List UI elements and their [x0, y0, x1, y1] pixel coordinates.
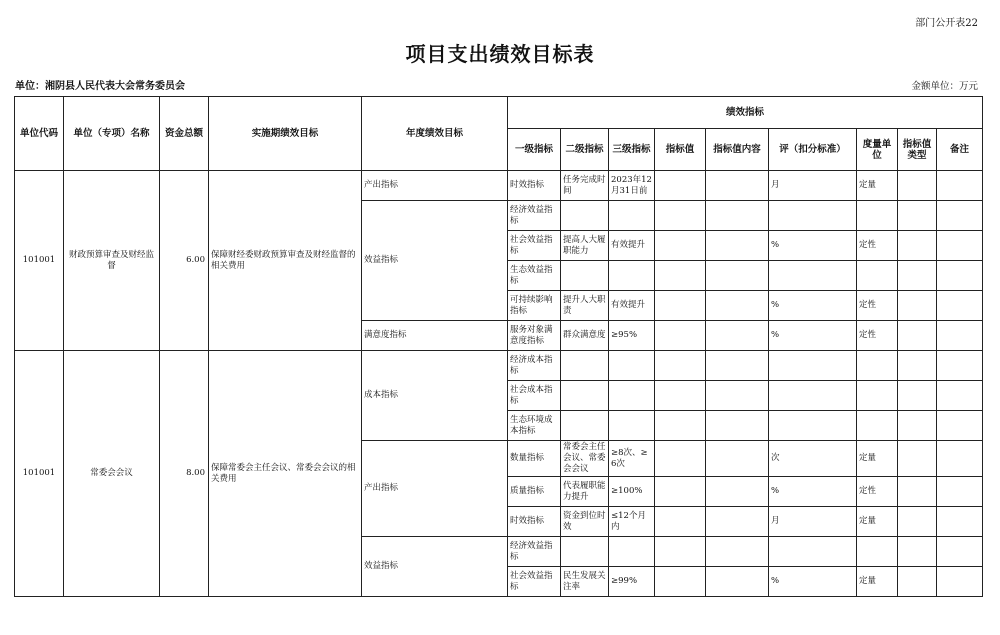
value-cell	[655, 231, 706, 261]
money-unit-label: 金额单位：万元	[911, 81, 978, 92]
indicator-type-cell	[898, 567, 937, 597]
value-content-cell	[706, 261, 769, 291]
level2-cell: 资金到位时效	[561, 507, 609, 537]
level1-cell: 经济成本指标	[508, 351, 561, 381]
level2-cell: 群众满意度	[561, 321, 609, 351]
value-type-cell: 定量	[857, 567, 898, 597]
header-level3: 三级指标	[609, 129, 655, 171]
scoring-cell	[769, 351, 857, 381]
project-name-cell: 常委会会议	[64, 351, 160, 597]
form-number: 部门公开表22	[915, 18, 978, 29]
indicator-type-cell	[898, 261, 937, 291]
value-content-cell	[706, 171, 769, 201]
header-measure-unit: 度量单位	[857, 129, 898, 171]
unit-label: 单位：湘阴县人民代表大会常务委员会	[15, 81, 185, 92]
level1-cell: 社会效益指标	[508, 567, 561, 597]
table-row	[15, 351, 983, 381]
remark-cell	[937, 351, 983, 381]
indicator-type-cell	[898, 537, 937, 567]
remark-cell	[937, 411, 983, 441]
value-type-cell: 定性	[857, 231, 898, 261]
level1-cell: 服务对象满意度指标	[508, 321, 561, 351]
indicator-type-cell	[898, 171, 937, 201]
value-type-cell	[857, 537, 898, 567]
period-goal-cell: 保障财经委财政预算审查及财经监督的相关费用	[209, 171, 362, 351]
remark-cell	[937, 381, 983, 411]
value-content-cell	[706, 537, 769, 567]
header-level2: 二级指标	[561, 129, 609, 171]
scoring-cell	[769, 381, 857, 411]
level1-cell: 数量指标	[508, 441, 561, 477]
indicator-type-cell	[898, 477, 937, 507]
indicator-type-cell	[898, 381, 937, 411]
period-goal-cell: 保障常委会主任会议、常委会会议的相关费用	[209, 351, 362, 597]
level2-cell	[561, 261, 609, 291]
indicator-type-cell	[898, 291, 937, 321]
scoring-cell: 次	[769, 441, 857, 477]
level3-cell: ≤12个月内	[609, 507, 655, 537]
value-cell	[655, 411, 706, 441]
value-cell	[655, 201, 706, 231]
scoring-cell: %	[769, 477, 857, 507]
scoring-cell: 月	[769, 507, 857, 537]
level1-cell: 生态环境成本指标	[508, 411, 561, 441]
scoring-cell	[769, 201, 857, 231]
value-type-cell: 定性	[857, 291, 898, 321]
level2-cell: 提高人大履职能力	[561, 231, 609, 261]
unit-code-cell: 101001	[15, 171, 64, 351]
header-period-goal: 实施期绩效目标	[209, 97, 362, 171]
level2-cell: 提升人大职责	[561, 291, 609, 321]
value-type-cell: 定性	[857, 477, 898, 507]
level3-cell: ≥100%	[609, 477, 655, 507]
value-cell	[655, 537, 706, 567]
header-total-funds: 资金总额	[160, 97, 209, 171]
remark-cell	[937, 537, 983, 567]
scoring-cell: %	[769, 567, 857, 597]
remark-cell	[937, 477, 983, 507]
value-type-cell	[857, 261, 898, 291]
scoring-cell	[769, 537, 857, 567]
page-title: 项目支出绩效目标表	[405, 42, 595, 66]
scoring-cell: 月	[769, 171, 857, 201]
value-content-cell	[706, 231, 769, 261]
value-cell	[655, 477, 706, 507]
level3-cell: 2023年12月31日前	[609, 171, 655, 201]
remark-cell	[937, 507, 983, 537]
indicator-type-cell	[898, 411, 937, 441]
value-cell	[655, 321, 706, 351]
scoring-cell	[769, 411, 857, 441]
value-type-cell: 定量	[857, 507, 898, 537]
value-content-cell	[706, 321, 769, 351]
value-type-cell	[857, 201, 898, 231]
annual-goal-cell: 满意度指标	[362, 321, 508, 351]
remark-cell	[937, 261, 983, 291]
performance-table	[14, 96, 983, 597]
total-funds-cell: 6.00	[160, 171, 209, 351]
level1-cell: 时效指标	[508, 171, 561, 201]
value-content-cell	[706, 567, 769, 597]
indicator-type-cell	[898, 441, 937, 477]
value-cell	[655, 261, 706, 291]
value-type-cell	[857, 381, 898, 411]
remark-cell	[937, 231, 983, 261]
value-content-cell	[706, 201, 769, 231]
value-content-cell	[706, 381, 769, 411]
scoring-cell: %	[769, 291, 857, 321]
annual-goal-cell: 产出指标	[362, 171, 508, 201]
level3-cell: ≥95%	[609, 321, 655, 351]
header-unit-code: 单位代码	[15, 97, 64, 171]
header-performance-indicators: 绩效指标	[508, 97, 983, 129]
header-value-type: 指标值类型	[898, 129, 937, 171]
value-type-cell: 定量	[857, 171, 898, 201]
level1-cell: 可持续影响指标	[508, 291, 561, 321]
remark-cell	[937, 321, 983, 351]
header-annual-goal: 年度绩效目标	[362, 97, 508, 171]
level1-cell: 时效指标	[508, 507, 561, 537]
level2-cell	[561, 381, 609, 411]
header-scoring: 评（扣分标准）	[769, 129, 857, 171]
annual-goal-cell: 效益指标	[362, 537, 508, 597]
value-cell	[655, 291, 706, 321]
header-project-name: 单位（专项）名称	[64, 97, 160, 171]
header-remark: 备注	[937, 129, 983, 171]
level3-cell	[609, 351, 655, 381]
table-row	[15, 171, 983, 201]
level1-cell: 社会成本指标	[508, 381, 561, 411]
value-cell	[655, 171, 706, 201]
annual-goal-cell: 成本指标	[362, 351, 508, 441]
indicator-type-cell	[898, 201, 937, 231]
level3-cell: 有效提升	[609, 231, 655, 261]
value-type-cell: 定性	[857, 321, 898, 351]
level2-cell	[561, 351, 609, 381]
level2-cell: 民生发展关注率	[561, 567, 609, 597]
indicator-type-cell	[898, 507, 937, 537]
remark-cell	[937, 567, 983, 597]
value-content-cell	[706, 411, 769, 441]
level1-cell: 社会效益指标	[508, 231, 561, 261]
level1-cell: 经济效益指标	[508, 537, 561, 567]
level3-cell: 有效提升	[609, 291, 655, 321]
scoring-cell: %	[769, 231, 857, 261]
level3-cell	[609, 261, 655, 291]
indicator-type-cell	[898, 231, 937, 261]
total-funds-cell: 8.00	[160, 351, 209, 597]
level2-cell	[561, 411, 609, 441]
value-content-cell	[706, 477, 769, 507]
level3-cell: ≥99%	[609, 567, 655, 597]
level2-cell: 任务完成时间	[561, 171, 609, 201]
remark-cell	[937, 441, 983, 477]
level2-cell	[561, 201, 609, 231]
value-content-cell	[706, 291, 769, 321]
level1-cell: 质量指标	[508, 477, 561, 507]
remark-cell	[937, 291, 983, 321]
remark-cell	[937, 201, 983, 231]
header-value: 指标值	[655, 129, 706, 171]
scoring-cell	[769, 261, 857, 291]
value-cell	[655, 567, 706, 597]
indicator-type-cell	[898, 351, 937, 381]
level1-cell: 经济效益指标	[508, 201, 561, 231]
level2-cell: 代表履职能力提升	[561, 477, 609, 507]
value-type-cell	[857, 351, 898, 381]
value-content-cell	[706, 351, 769, 381]
value-type-cell: 定量	[857, 441, 898, 477]
annual-goal-cell: 效益指标	[362, 201, 508, 321]
value-type-cell	[857, 411, 898, 441]
value-cell	[655, 441, 706, 477]
level3-cell	[609, 381, 655, 411]
value-content-cell	[706, 441, 769, 477]
level2-cell: 常委会主任会议、常委会会议	[561, 441, 609, 477]
project-name-cell: 财政预算审查及财经监督	[64, 171, 160, 351]
level3-cell: ≥8次、≥6次	[609, 441, 655, 477]
header-level1: 一级指标	[508, 129, 561, 171]
header-value-content: 指标值内容	[706, 129, 769, 171]
annual-goal-cell: 产出指标	[362, 441, 508, 537]
level2-cell	[561, 537, 609, 567]
indicator-type-cell	[898, 321, 937, 351]
remark-cell	[937, 171, 983, 201]
scoring-cell: %	[769, 321, 857, 351]
value-cell	[655, 507, 706, 537]
value-cell	[655, 381, 706, 411]
level3-cell	[609, 537, 655, 567]
value-cell	[655, 351, 706, 381]
value-content-cell	[706, 507, 769, 537]
level3-cell	[609, 201, 655, 231]
level3-cell	[609, 411, 655, 441]
level1-cell: 生态效益指标	[508, 261, 561, 291]
unit-code-cell: 101001	[15, 351, 64, 597]
